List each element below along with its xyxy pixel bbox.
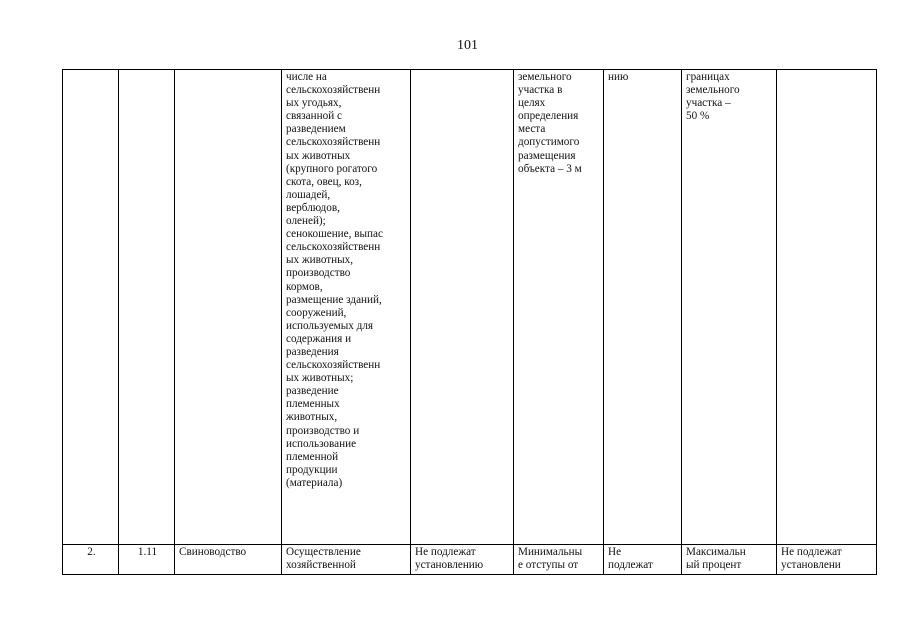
table-row-continued [63, 70, 877, 545]
cell-other: Не подлежат установлени [777, 545, 877, 575]
cell-number [63, 70, 119, 545]
table-row [63, 545, 877, 575]
cell-setbacks: земельного участка в целях определения места допустимого размещения объекта – 3 м [514, 70, 604, 545]
cell-plot-size [411, 70, 514, 545]
cell-use-description: Осуществление хозяйственной [282, 545, 411, 575]
cell-floors: Не подлежат [604, 545, 682, 575]
cell-code [119, 70, 175, 545]
cell-use-name [175, 70, 282, 545]
cell-use-description: числе на сельскохозяйственн ых угодьях, связанной с разведением сельскохозяйственн ых животных (крупного рогатого скота, овец, коз, лошадей, верблюдов, оленей); сенокошение, выпас сельскохозяйственн ых животных, производство кормов, размещение зданий, сооружений, используемых для содержания и разведения сельскохозяйственн ых животных; разведение племенных животных, производство и использование племенной продукции (материала) [282, 70, 411, 545]
cell-coverage: границах земельного участка – 50 % [682, 70, 777, 545]
cell-floors: нию [604, 70, 682, 545]
cell-use-name: Свиноводство [175, 545, 282, 575]
cell-number: 2. [63, 545, 119, 575]
cell-setbacks: Минимальны е отступы от [514, 545, 604, 575]
page-number: 101 [457, 38, 478, 53]
cell-plot-size: Не подлежат установлению [411, 545, 514, 575]
zoning-regulations-table [62, 69, 877, 575]
cell-other [777, 70, 877, 545]
cell-code: 1.11 [119, 545, 175, 575]
cell-coverage: Максимальн ый процент [682, 545, 777, 575]
